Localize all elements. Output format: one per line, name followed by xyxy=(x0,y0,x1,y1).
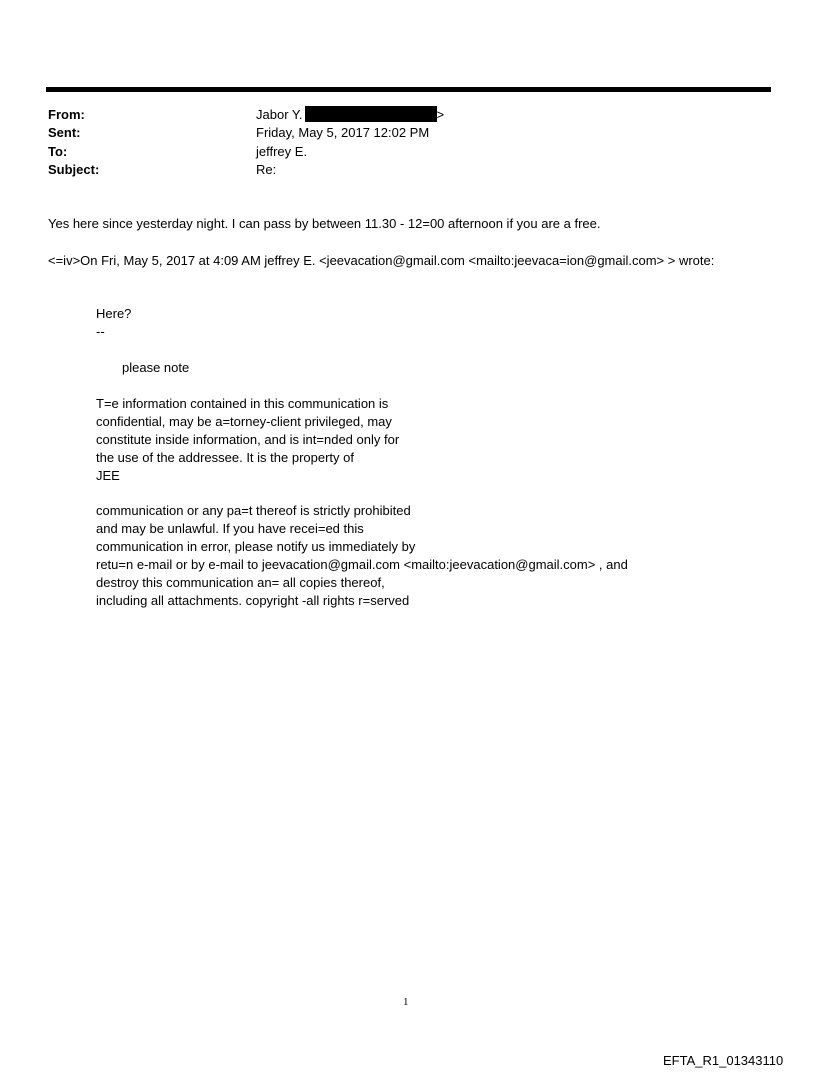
signature-separator: -- xyxy=(96,324,105,339)
disclaimer-line: destroy this communication an= all copies thereof, xyxy=(96,575,385,590)
disclaimer-line: and may be unlawful. If you have recei=ed this xyxy=(96,521,364,536)
disclaimer-line: T=e information contained in this communication is xyxy=(96,396,389,411)
redaction-block xyxy=(305,106,437,122)
disclaimer-line: including all attachments. copyright -all rights r=served xyxy=(96,593,410,608)
subject-value: Re: xyxy=(256,162,277,177)
quoted-message: Here? xyxy=(96,306,132,321)
disclaimer-line: confidential, may be a=torney-client privileged, may xyxy=(96,414,392,429)
disclaimer-line: retu=n e-mail or by e-mail to jeevacation@gmail.com <mailto:jeevacation@gmail.com> , and xyxy=(96,557,628,572)
disclaimer-line: the use of the addressee. It is the property of xyxy=(96,450,354,465)
from-value xyxy=(256,106,444,124)
bates-number: EFTA_R1_01343110 xyxy=(663,1053,784,1068)
subject-label: Subject: xyxy=(48,162,100,177)
page-number: 1 xyxy=(403,996,409,1008)
to-label: To: xyxy=(48,144,68,159)
disclaimer-line: constitute inside information, and is int=nded only for xyxy=(96,432,400,447)
from-email-close: > xyxy=(436,107,445,122)
header-rule xyxy=(46,87,771,92)
to-value: jeffrey E. xyxy=(256,144,308,159)
reply-text: Yes here since yesterday night. I can pass by between 11.30 - 12=00 afternoon if you are a free. xyxy=(48,216,601,231)
quote-intro: <=iv>On Fri, May 5, 2017 at 4:09 AM jeffrey E. <jeevacation@gmail.com <mailto:jeevaca=ion@gmail.com> > wrote: xyxy=(48,253,715,268)
disclaimer-line: communication in error, please notify us immediately by xyxy=(96,539,416,554)
disclaimer-line: JEE xyxy=(96,468,120,483)
sent-value: Friday, May 5, 2017 12:02 PM xyxy=(256,125,430,140)
sent-label: Sent: xyxy=(48,125,81,140)
from-name: Jabor Y. xyxy=(256,107,303,122)
disclaimer-line: communication or any pa=t thereof is strictly prohibited xyxy=(96,503,411,518)
from-label: From: xyxy=(48,107,85,122)
please-note: please note xyxy=(122,360,190,375)
